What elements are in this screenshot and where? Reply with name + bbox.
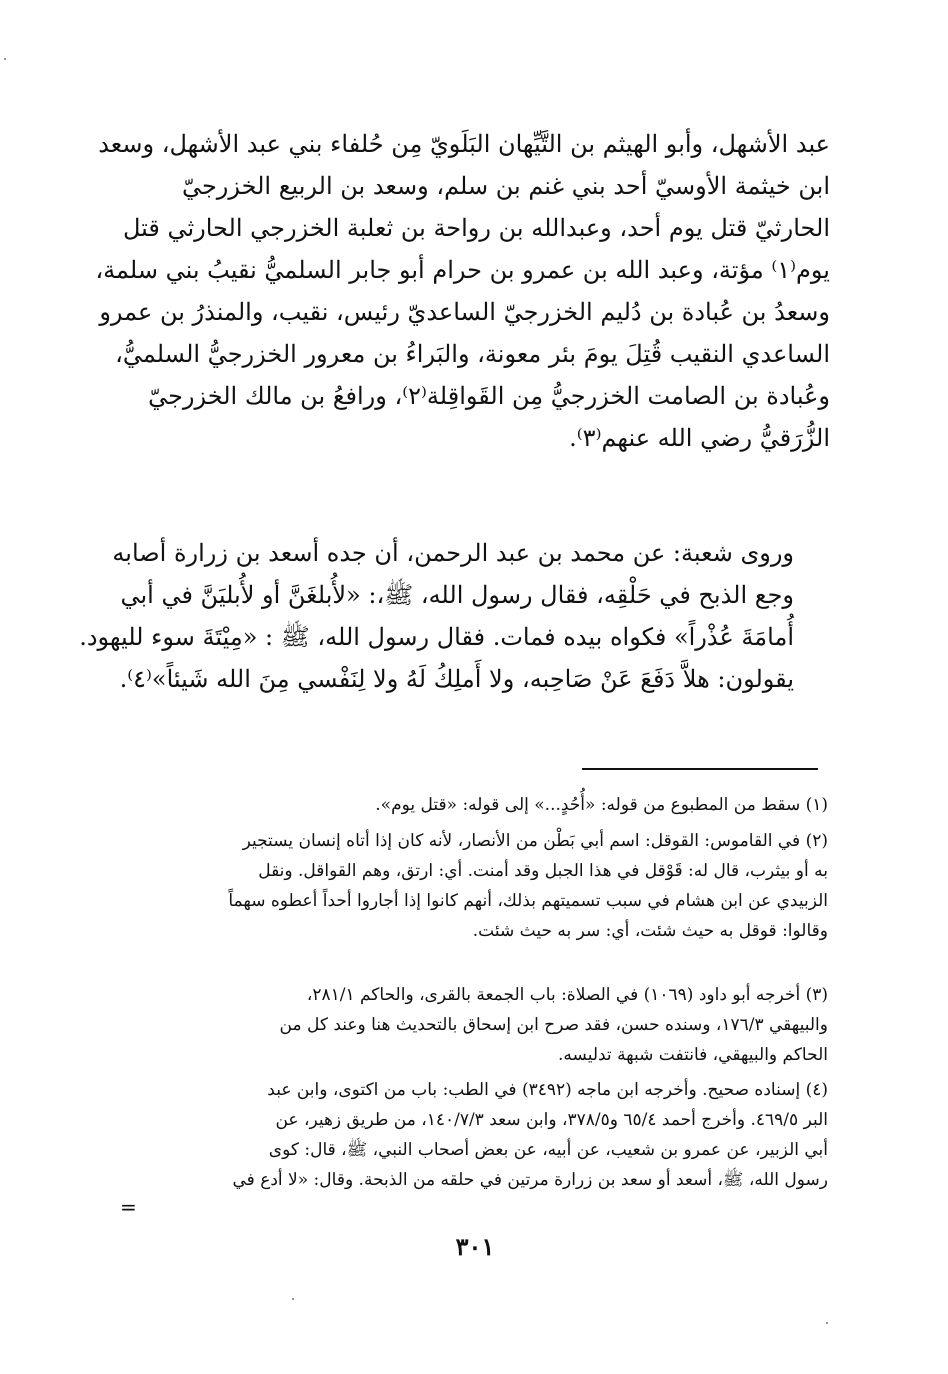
text-line: وعُبادة بن الصامت الخزرجيُّ مِن القَواقِلة⁽٢⁾، ورافعُ بن مالك الخزرجيّ <box>148 382 830 410</box>
text-line: وروى شعبة: عن محمد بن عبد الرحمن، أن جده أسعد بن زرارة أصابه <box>112 539 794 567</box>
footnote-line: (٢) في القاموس: القوقل: اسم أبي بَطْن من الأنصار، لأنه كان إذا أتاه إنسان يستجير <box>242 831 828 851</box>
footnote-line: وقالوا: قوقل به حيث شئت، أي: سر به حيث شئت. <box>472 921 828 941</box>
footnote-1 <box>150 790 828 820</box>
footnote-line: والبيهقي ١٧٦/٣، وسنده حسن، فقد صرح ابن إسحاق بالتحديث هنا وعند كل من <box>279 1015 828 1035</box>
footnote-2 <box>150 826 828 946</box>
footnote-line: رسول الله، ﷺ، أسعد أو سعد بن زرارة مرتين في حلقه من الذبحة. وقال: «لا أدع في <box>232 1170 828 1190</box>
text-line: عبد الأشهل، وأبو الهيثم بن التَّيِّهان البَلَويّ مِن حُلفاء بني عبد الأشهل، وسعد <box>98 130 830 158</box>
main-paragraph-2 <box>79 532 830 700</box>
scan-speck <box>826 1322 828 1324</box>
text-line: أُمامَةَ عُذْراً» فكواه بيده فمات. فقال رسول الله، ﷺ : «مِيْتَةَ سوء لليهود. <box>79 623 794 651</box>
footnote-line: به أو بيثرب، قال له: قَوْقل في هذا الجبل وقد أمنت. أي: ارتق، وهم القواقل. ونقل <box>258 861 828 881</box>
text-line: الساعدي النقيب قُتِلَ يومَ بئر معونة، والبَراءُ بن معرور الخزرجيُّ السلميُّ، <box>115 340 830 368</box>
footnote-line: (٣) أخرجه أبو داود (١٠٦٩) في الصلاة: باب الجمعة بالقرى، والحاكم ٢٨١/١، <box>306 985 828 1005</box>
text-line: وجع الذبح في حَلْقِه، فقال رسول الله، ﷺ،: «لأُبلغَنَّ أو لأُبليَنَّ في أبي <box>120 581 794 609</box>
footnote-line: البر ٤٦٩/٥. وأخرج أحمد ٦٥/٤ و٣٧٨/٥، وابن سعد ١٤٠/٧/٣، من طريق زهير، عن <box>275 1110 828 1130</box>
scan-speck <box>4 58 6 60</box>
footnote-line: (١) سقط من المطبوع من قوله: «أُحُدٍ...» إلى قوله: «قتل يوم». <box>375 795 828 815</box>
footnote-line: (٤) إسناده صحيح. وأخرجه ابن ماجه (٣٤٩٢) في الطب: باب من اكتوى، وابن عبد <box>267 1080 828 1100</box>
footnote-line: الزبيدي عن ابن هشام في سبب تسميتهم بذلك، أنهم كانوا إذا أجاروا أحداً أعطوه سهماً <box>228 891 828 911</box>
scan-speck <box>292 1298 294 1300</box>
footnote-separator <box>582 768 818 770</box>
text-line: وسعدُ بن عُبادة بن دُليم الخزرجيّ الساعديّ رئيس، نقيب، والمنذرُ بن عمرو <box>99 298 830 326</box>
text-line: يقولون: هلاَّ دَفَعَ عَنْ صَاحِبه، ولا أَملِكُ لَهُ ولا لِنَفْسي مِنَ الله شَيئاً»⁽٤⁾. <box>119 665 794 693</box>
footnote-3 <box>150 980 828 1070</box>
text-line: يوم⁽١⁾ مؤتة، وعبد الله بن عمرو بن حرام أبو جابر السلميُّ نقيبُ بني سلمة، <box>95 256 830 284</box>
main-paragraph-1 <box>95 123 830 459</box>
footnote-4 <box>150 1075 828 1195</box>
text-line: الزُّرَقيُّ رضي الله عنهم⁽٣⁾. <box>569 424 830 452</box>
page-number: ٣٠١ <box>455 1232 495 1261</box>
footnote-line: الحاكم والبيهقي، فانتفت شبهة تدليسه. <box>558 1045 828 1065</box>
footnote-line: أبي الزبير، عن عمرو بن شعيب، عن أبيه، عن بعض أصحاب النبي، ﷺ، قال: كوى <box>268 1140 828 1160</box>
text-line: ابن خيثمة الأوسيّ أحد بني غنم بن سلم، وسعد بن الربيع الخزرجيّ <box>181 172 830 200</box>
footnote-continuation-mark: = <box>120 1195 137 1219</box>
text-line: الحارثيّ قتل يوم أحد، وعبدالله بن رواحة بن ثعلبة الخزرجي الحارثي قتل <box>122 214 830 242</box>
